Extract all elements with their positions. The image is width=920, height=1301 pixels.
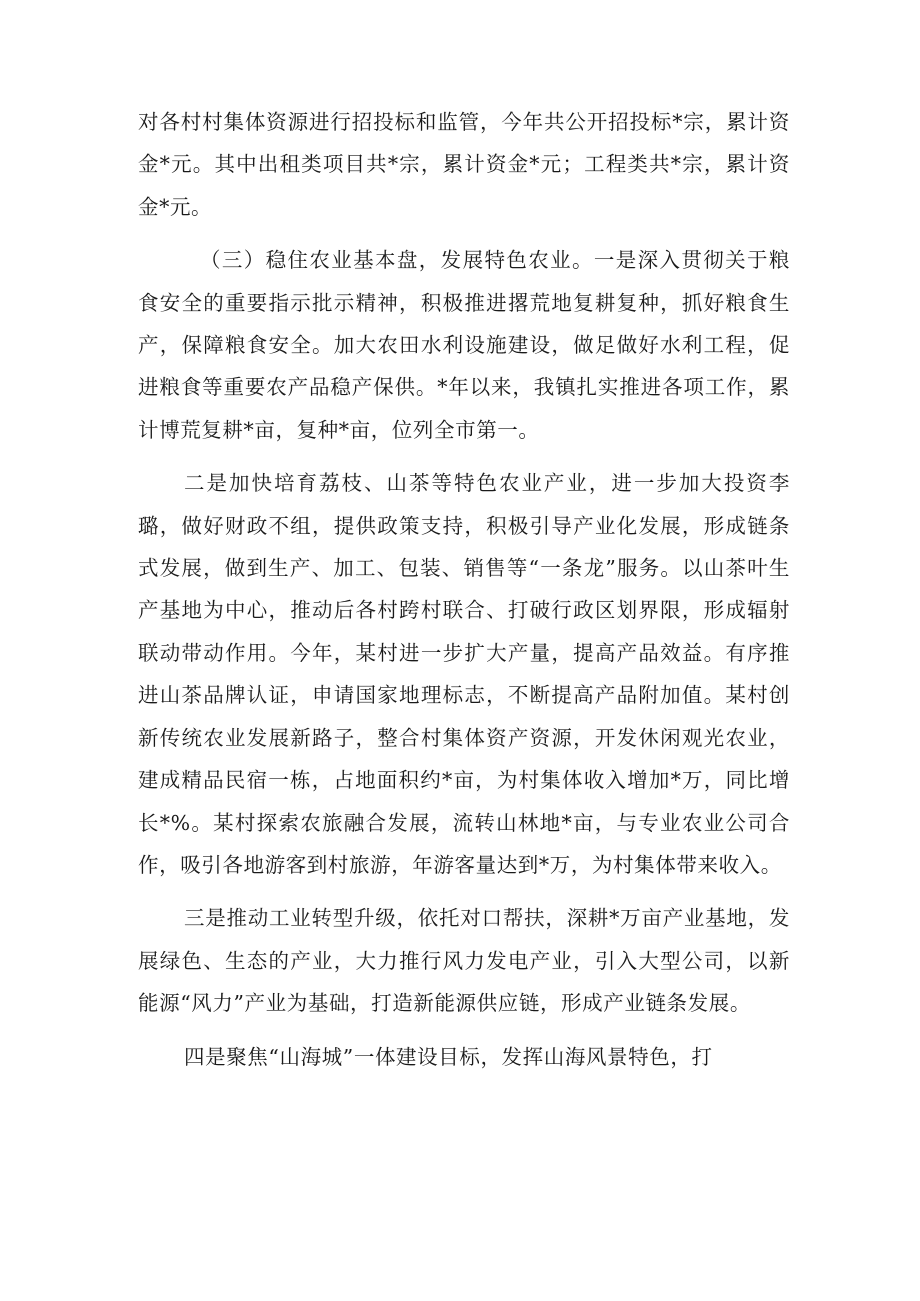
- document-body: [138, 101, 790, 1078]
- paragraph-1: 对各村村集体资源进行招投标和监管，今年共公开招投标*宗，累计资金*元。其中出租类项目共*宗，累计资金*元；工程类共*宗，累计资金*元。: [138, 110, 790, 219]
- paragraph-4: 三是推动工业转型升级，依托对口帮扶，深耕*万亩产业基地，发展绿色、生态的产业，大力推行风力发电产业，引入大型公司，以新能源“风力”产业为基础，打造新能源供应链，形成产业链条发展。: [138, 906, 790, 1016]
- paragraph-5: 四是聚焦“山海城”一体建设目标，发挥山海风景特色，打: [184, 1044, 713, 1069]
- paragraph-2: （三）稳住农业基本盘，发展特色农业。一是深入贯彻关于粮食安全的重要指示批示精神，积极推进撂荒地复耕复种，抓好粮食生产，保障粮食安全。加大农田水利设施建设，做足做好水利工程，促进粮食等重要农产品稳产保供。*年以来，我镇扎实推进各项工作，累计博荒复耕*亩，复种*亩，位列全市第一。: [138, 248, 790, 442]
- paragraph-3: 二是加快培育荔枝、山茶等特色农业产业，进一步加大投资李璐，做好财政不组，提供政策支持，积极引导产业化发展，形成链条式发展，做到生产、加工、包装、销售等“一条龙”服务。以山茶叶生产基地为中心，推动后各村跨村联合、打破行政区划界限，形成辐射联动带动作用。今年，某村进一步扩大产量，提高产品效益。有序推进山茶品牌认证，申请国家地理标志，不断提高产品附加值。某村创新传统农业发展新路子，整合村集体资产资源，开发休闲观光农业，建成精品民宿一栋，占地面积约*亩，为村集体收入增加*万，同比增长*%。某村探索农旅融合发展，流转山林地*亩，与专业农业公司合作，吸引各地游客到村旅游，年游客量达到*万，为村集体带来收入。: [138, 471, 790, 877]
